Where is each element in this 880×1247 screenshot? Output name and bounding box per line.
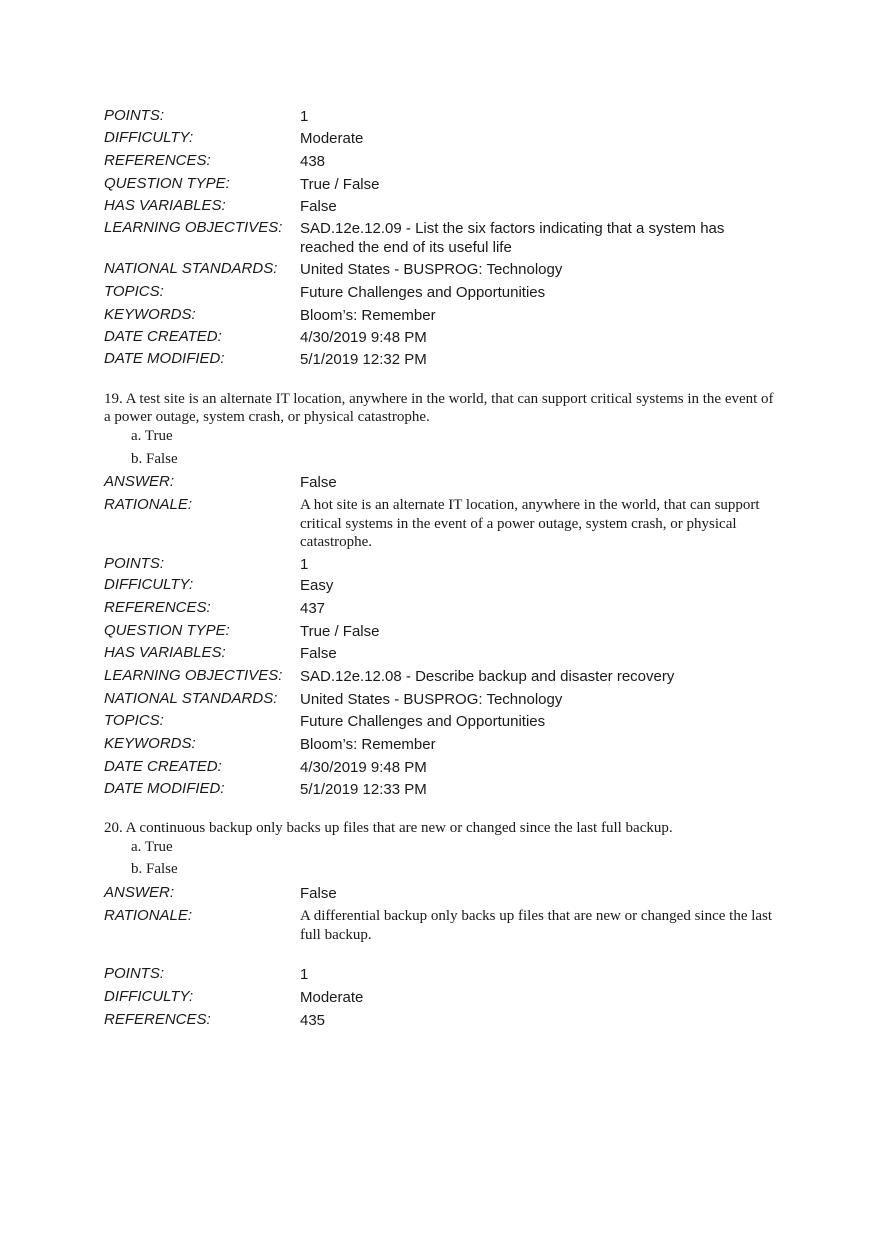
date-created-label: DATE CREATED: [104, 328, 222, 345]
topics-label: TOPICS: [104, 283, 164, 300]
topics-value: Future Challenges and Opportunities [300, 713, 546, 730]
question-20-option-a: a. True [131, 839, 173, 855]
points-label: POINTS: [104, 107, 165, 124]
keywords-value: Bloom’s: Remember [300, 736, 436, 753]
points-label: POINTS: [104, 965, 165, 982]
date-created-label: DATE CREATED: [104, 758, 222, 775]
national-standards-value: United States - BUSPROG: Technology [300, 691, 563, 708]
answer-value: False [300, 885, 337, 902]
references-value: 438 [300, 153, 326, 170]
references-label: REFERENCES: [104, 1011, 211, 1028]
learning-objectives-label: LEARNING OBJECTIVES: [104, 667, 283, 684]
has-variables-label: HAS VARIABLES: [104, 197, 226, 214]
answer-value: False [300, 474, 337, 491]
keywords-value: Bloom’s: Remember [300, 307, 436, 324]
question-type-value: True / False [300, 176, 380, 193]
question-19-option-a: a. True [131, 428, 173, 444]
difficulty-label: DIFFICULTY: [104, 988, 194, 1005]
rationale-label: RATIONALE: [104, 907, 193, 924]
difficulty-label: DIFFICULTY: [104, 576, 194, 593]
question-19-option-b: b. False [131, 451, 178, 467]
answer-label: ANSWER: [104, 473, 175, 490]
date-modified-value: 5/1/2019 12:32 PM [300, 351, 427, 368]
has-variables-value: False [300, 645, 337, 662]
difficulty-label: DIFFICULTY: [104, 129, 194, 146]
references-value: 435 [300, 1012, 326, 1029]
points-value: 1 [300, 108, 309, 125]
points-value: 1 [300, 556, 309, 573]
national-standards-label: NATIONAL STANDARDS: [104, 260, 278, 277]
date-modified-value: 5/1/2019 12:33 PM [300, 781, 427, 798]
points-value: 1 [300, 966, 309, 983]
question-type-label: QUESTION TYPE: [104, 175, 230, 192]
learning-objectives-label: LEARNING OBJECTIVES: [104, 219, 283, 236]
points-label: POINTS: [104, 555, 165, 572]
learning-objectives-value: SAD.12e.12.09 - List the six factors indicating that a system has reached the end of its useful life [300, 220, 725, 256]
rationale-value: A differential backup only backs up files that are new or changed since the last full backup. [300, 908, 773, 943]
references-label: REFERENCES: [104, 152, 211, 169]
question-type-value: True / False [300, 623, 380, 640]
difficulty-value: Moderate [300, 989, 364, 1006]
topics-label: TOPICS: [104, 712, 164, 729]
date-created-value: 4/30/2019 9:48 PM [300, 759, 427, 776]
rationale-value: A hot site is an alternate IT location, anywhere in the world, that can support critical systems in the event of a power outage, system crash, or physical catastrophe. [300, 497, 760, 550]
date-modified-label: DATE MODIFIED: [104, 350, 225, 367]
rationale-label: RATIONALE: [104, 496, 193, 513]
difficulty-value: Easy [300, 577, 334, 594]
topics-value: Future Challenges and Opportunities [300, 284, 546, 301]
national-standards-value: United States - BUSPROG: Technology [300, 261, 563, 278]
date-created-value: 4/30/2019 9:48 PM [300, 329, 427, 346]
references-value: 437 [300, 600, 326, 617]
learning-objectives-value: SAD.12e.12.08 - Describe backup and disaster recovery [300, 668, 675, 685]
answer-label: ANSWER: [104, 884, 175, 901]
difficulty-value: Moderate [300, 130, 364, 147]
question-20-text: 20. A continuous backup only backs up files that are new or changed since the last full backup. [104, 820, 673, 836]
question-type-label: QUESTION TYPE: [104, 622, 230, 639]
keywords-label: KEYWORDS: [104, 306, 196, 323]
keywords-label: KEYWORDS: [104, 735, 196, 752]
national-standards-label: NATIONAL STANDARDS: [104, 690, 278, 707]
question-19-text: 19. A test site is an alternate IT location, anywhere in the world, that can support critical systems in the event of a power outage, system crash, or physical catastrophe. [104, 391, 774, 425]
question-20-option-b: b. False [131, 861, 178, 877]
has-variables-label: HAS VARIABLES: [104, 644, 226, 661]
has-variables-value: False [300, 198, 337, 215]
references-label: REFERENCES: [104, 599, 211, 616]
date-modified-label: DATE MODIFIED: [104, 780, 225, 797]
